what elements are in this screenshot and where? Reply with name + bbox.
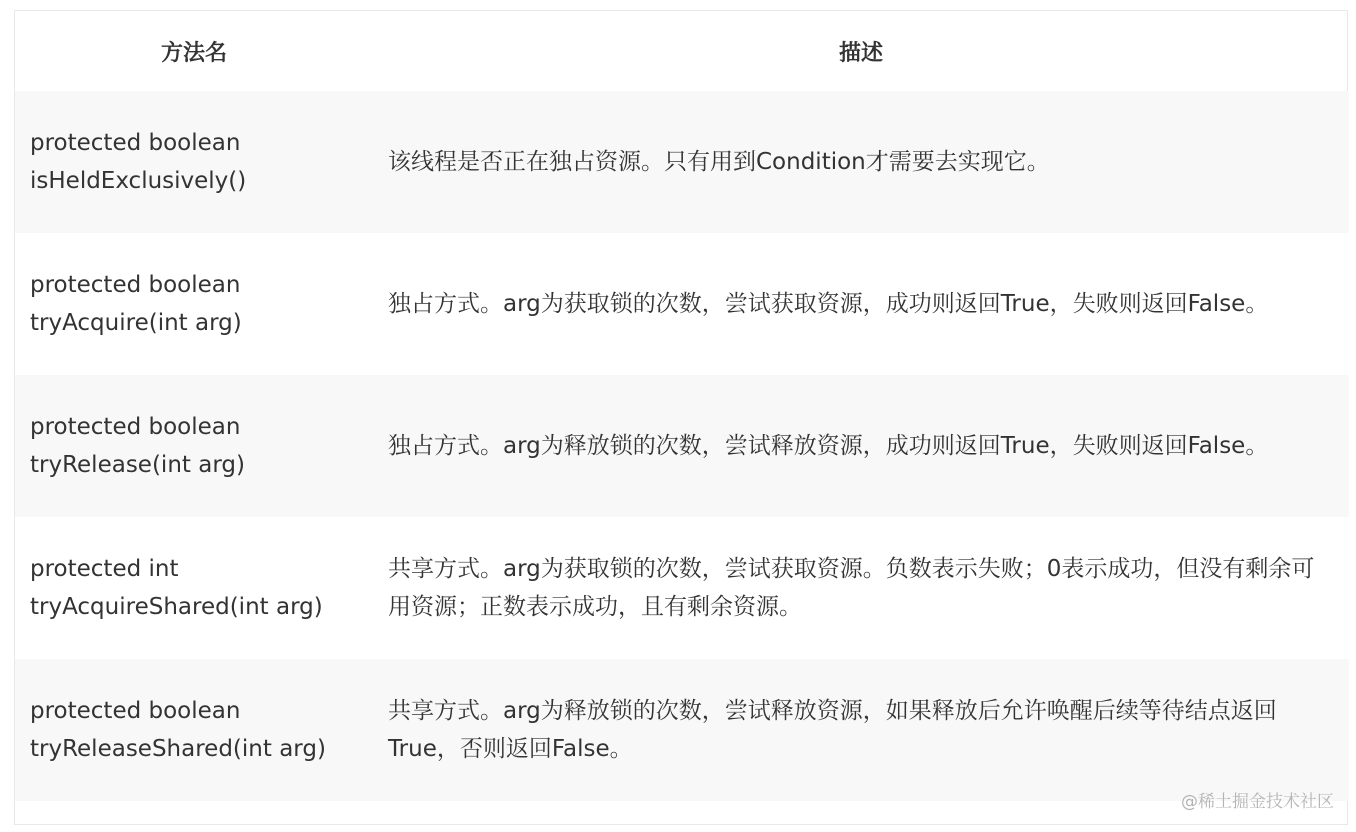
method-cell (15, 517, 373, 659)
method-modifier: protected boolean (30, 414, 241, 440)
description-cell: 独占方式。arg为释放锁的次数，尝试释放资源，成功则返回True，失败则返回False。 (373, 375, 1349, 517)
table-row (15, 659, 1349, 801)
table-row (15, 517, 1349, 659)
header-description: 描述 (838, 40, 883, 66)
method-cell (15, 233, 373, 375)
watermark: @稀土掘金技术社区 (1181, 792, 1334, 812)
method-signature: isHeldExclusively() (30, 168, 247, 194)
table-header-row (15, 11, 1349, 91)
method-signature: tryAcquireShared(int arg) (30, 594, 323, 620)
method-signature: tryRelease(int arg) (30, 452, 245, 478)
method-table (15, 11, 1349, 801)
header-method-name: 方法名 (160, 40, 227, 66)
method-signature: tryReleaseShared(int arg) (30, 736, 326, 762)
method-modifier: protected int (30, 556, 179, 582)
description-cell: 共享方式。arg为获取锁的次数，尝试获取资源。负数表示失败；0表示成功，但没有剩余可用资源；正数表示成功，且有剩余资源。 (373, 517, 1349, 659)
method-modifier: protected boolean (30, 272, 241, 298)
method-cell (15, 659, 373, 801)
method-cell (15, 91, 373, 233)
method-modifier: protected boolean (30, 130, 241, 156)
table-row (15, 91, 1349, 233)
description-cell: 独占方式。arg为获取锁的次数，尝试获取资源，成功则返回True，失败则返回False。 (373, 233, 1349, 375)
table-row (15, 375, 1349, 517)
method-signature: tryAcquire(int arg) (30, 310, 242, 336)
method-table-container (14, 10, 1348, 825)
method-modifier: protected boolean (30, 698, 241, 724)
description-cell: 该线程是否正在独占资源。只有用到Condition才需要去实现它。 (373, 91, 1349, 233)
method-cell (15, 375, 373, 517)
table-row (15, 233, 1349, 375)
description-cell: 共享方式。arg为释放锁的次数，尝试释放资源，如果释放后允许唤醒后续等待结点返回True，否则返回False。 (373, 659, 1349, 801)
